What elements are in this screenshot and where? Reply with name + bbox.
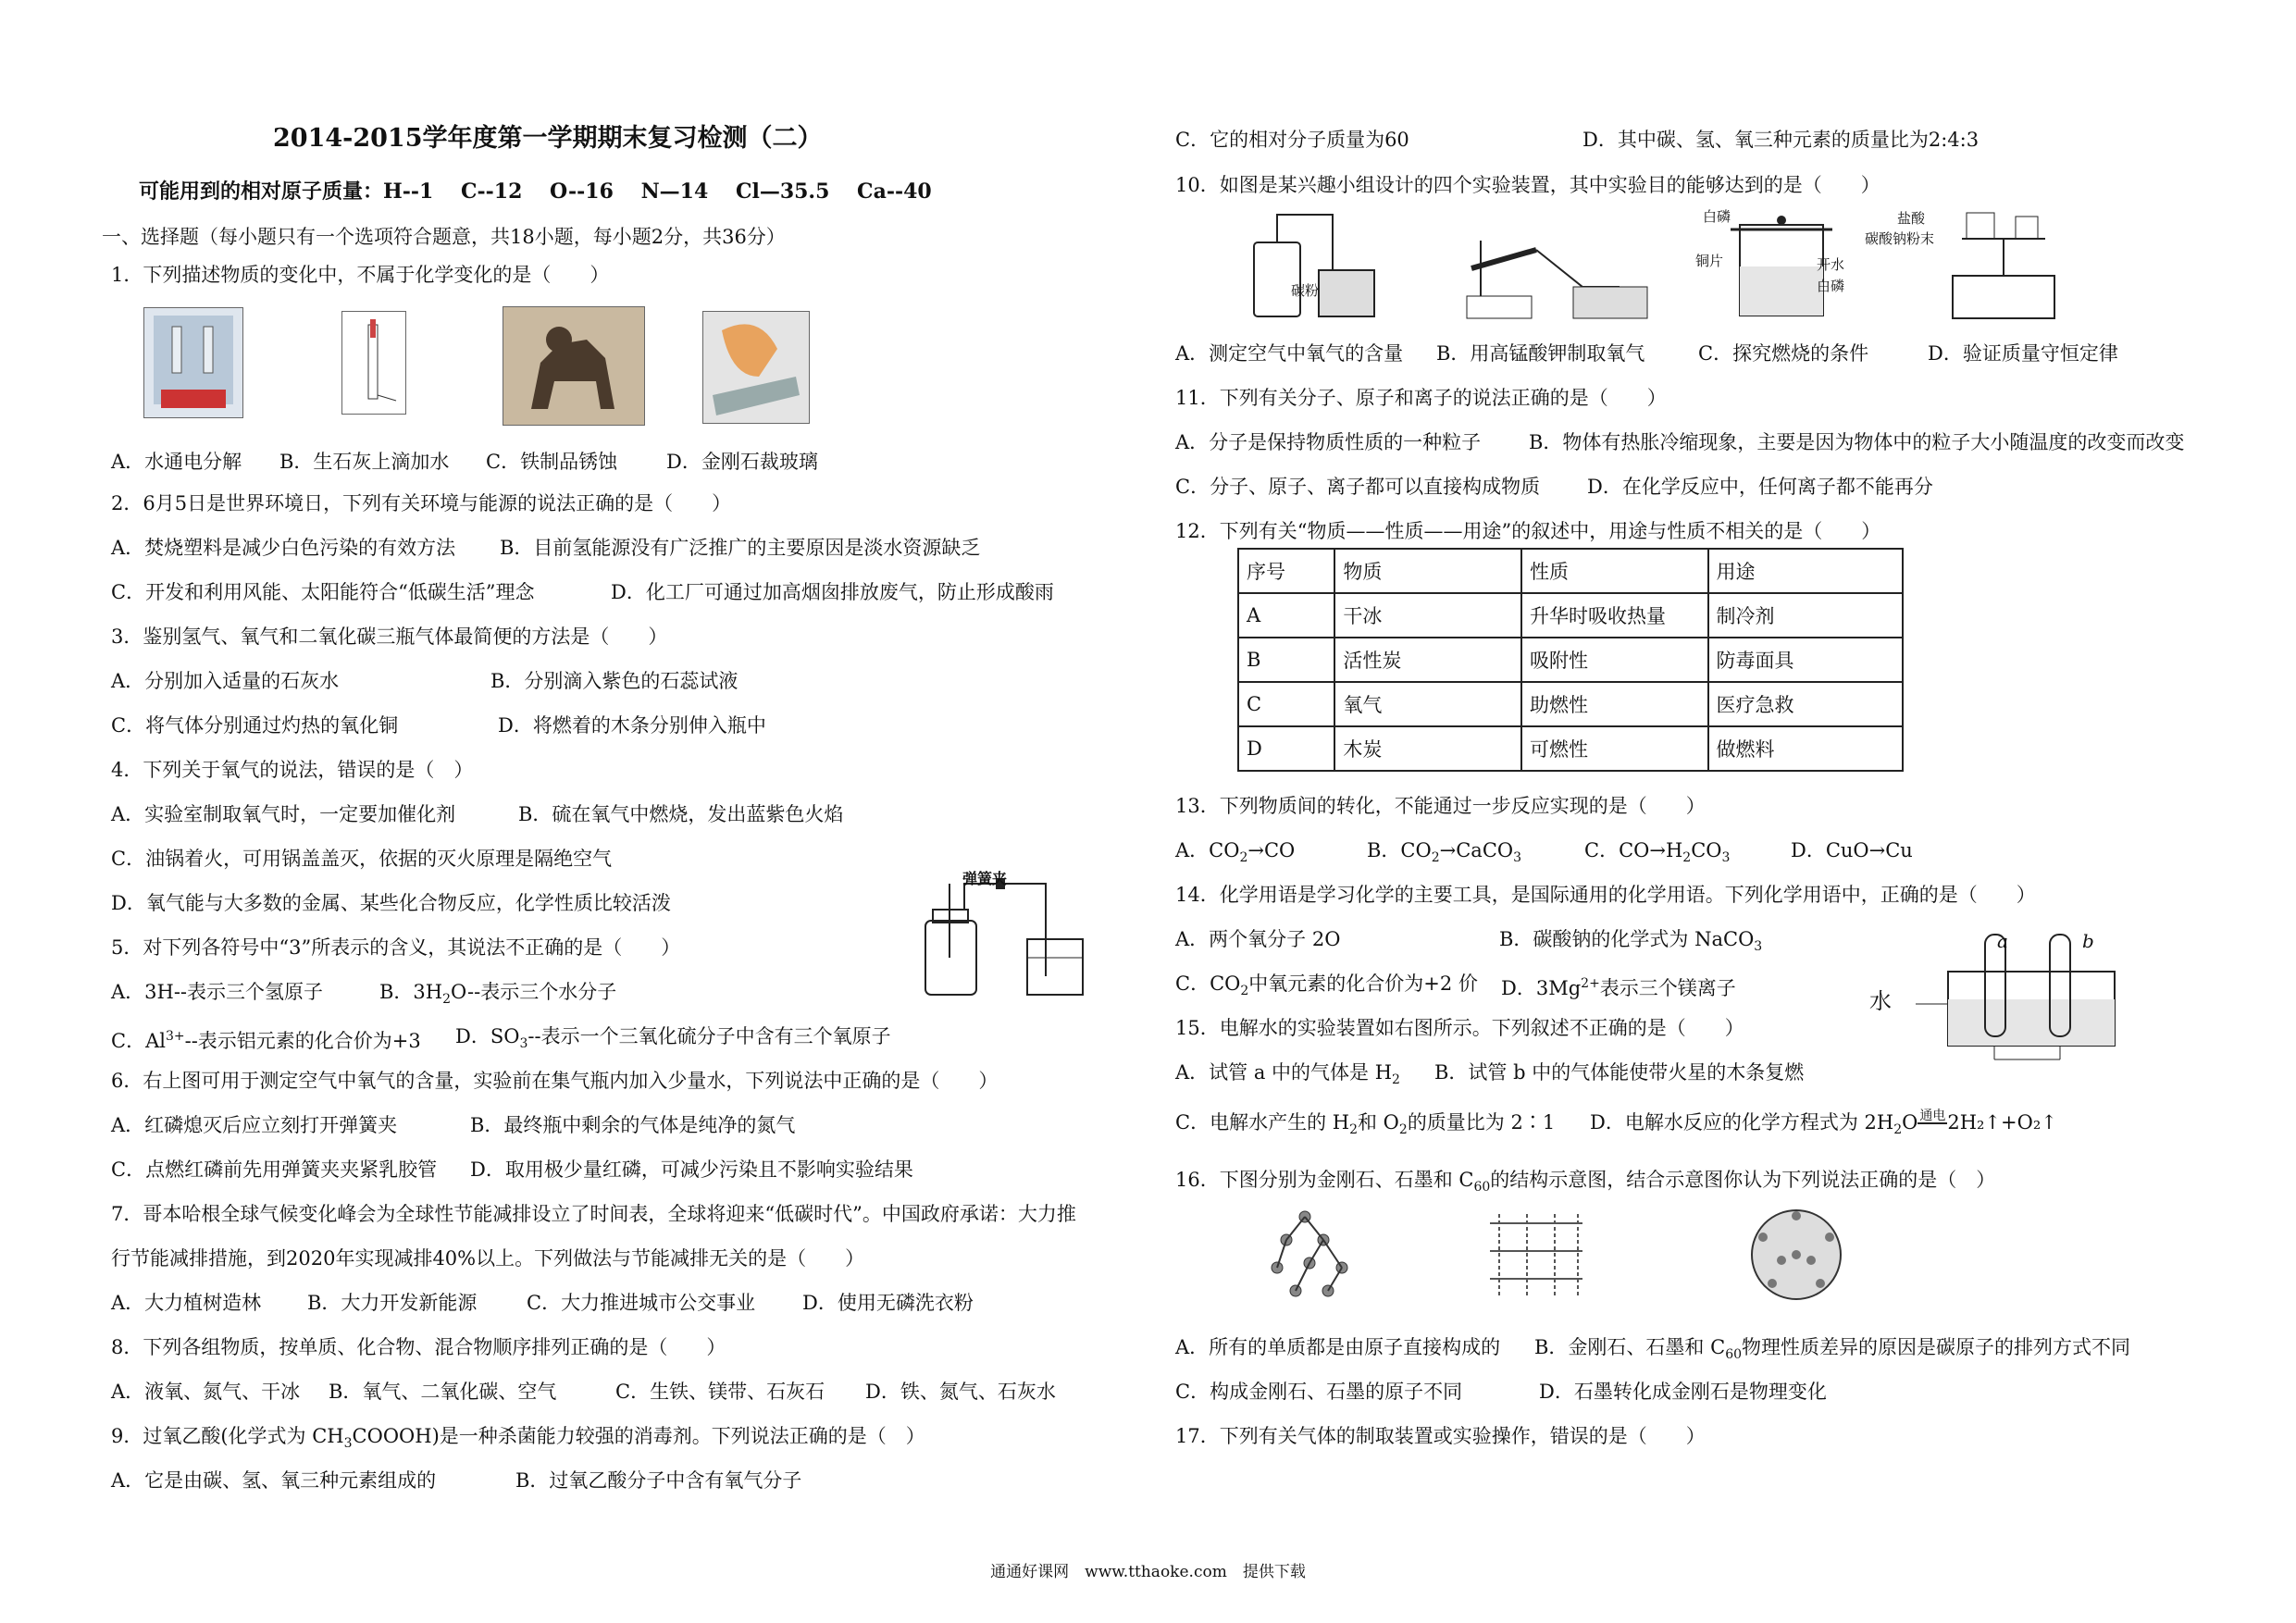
q12-table-cell: 防毒面具 [1708, 638, 1903, 682]
q1-option-b: B．生石灰上滴加水 [279, 451, 450, 473]
q10-label-carbon: 碳粉 [1291, 282, 1320, 299]
q12-table-header-cell: 物质 [1334, 549, 1521, 593]
q12-stem: 12．下列有关“物质——性质——用途”的叙述中，用途与性质不相关的是（ ） [1175, 520, 1881, 542]
q10-label-white-p-top: 白磷 [1703, 208, 1731, 225]
q4-option-d: D．氧气能与大多数的金属、某些化合物反应，化学性质比较活泼 [111, 892, 671, 914]
q6-option-a: A．红磷熄灭后应立刻打开弹簧夹 [111, 1114, 398, 1136]
q12-table-row [1238, 682, 1903, 726]
footer: 通通好课网 www.tthaoke.com 提供下载 [990, 1563, 1306, 1581]
q5-figure-label: 弹簧夹 [962, 870, 1008, 887]
q2-stem: 2．6月5日是世界环境日，下列有关环境与能源的说法正确的是（ ） [111, 492, 732, 514]
q8-option-c: C．生铁、镁带、石灰石 [615, 1381, 825, 1403]
q7-option-b: B．大力开发新能源 [307, 1292, 478, 1314]
q12-table-header-row [1238, 549, 1903, 593]
q15-stem: 15．电解水的实验装置如右图所示。下列叙述不正确的是（ ） [1175, 1017, 1744, 1039]
q12-table-cell: 活性炭 [1334, 638, 1521, 682]
q12-table-row [1238, 638, 1903, 682]
q16-option-c: C．构成金刚石、石墨的原子不同 [1175, 1381, 1463, 1403]
q16-option-d: D．石墨转化成金刚石是物理变化 [1539, 1381, 1827, 1403]
page-title: 2014-2015学年度第一学期期末复习检测（二） [273, 124, 823, 153]
q12-table-cell: 升华时吸收热量 [1521, 593, 1708, 638]
q7-stem-line1: 7．哥本哈根全球气候变化峰会为全球性节能减排设立了时间表，全球将迎来“低碳时代”。中国政府承诺：大力推 [111, 1203, 1076, 1225]
q15-electrolysis-figure [1911, 925, 2133, 1064]
q12-table [1237, 548, 1904, 772]
q12-table-cell: 吸附性 [1521, 638, 1708, 682]
q13-option-c: C．$CO\to H_2CO_3$ [1584, 839, 1731, 866]
q10-label-copper: 铜片 [1695, 253, 1724, 269]
q12-table-cell: A [1238, 593, 1334, 638]
section-heading: 一、选择题（每小题只有一个选项符合题意，共18小题，每小题2分，共36分） [102, 226, 786, 248]
q13-stem: 13．下列物质间的转化，不能通过一步反应实现的是（ ） [1175, 795, 1706, 817]
q14-stem: 14．化学用语是学习化学的主要工具，是国际通用的化学用语。下列化学用语中，正确的是（ ） [1175, 884, 2036, 906]
q12-table-cell: 干冰 [1334, 593, 1521, 638]
q5-stem: 5．对下列各符号中“3”所表示的含义，其说法不正确的是（ ） [111, 936, 681, 959]
q10-stem: 10．如图是某兴趣小组设计的四个实验装置，其中实验目的能够达到的是（ ） [1175, 174, 1880, 196]
q15-option-a: A．试管 a 中的气体是 $H_2$ [1175, 1061, 1400, 1088]
q16-option-b: B．金刚石、石墨和 $C_{60}$物理性质差异的原因是碳原子的排列方式不同 [1534, 1336, 2131, 1363]
q12-table-header-cell: 用途 [1708, 549, 1903, 593]
q16-graphite-structure [1481, 1205, 1592, 1305]
q5-option-b: B．$3H_2O--$表示三个水分子 [379, 981, 617, 1008]
q15-label-b: b [2082, 930, 2094, 952]
q14-option-b: B．碳酸钠的化学式为 NaCO$_3$ [1499, 928, 1763, 955]
q3-option-b: B．分别滴入紫色的石蕊试液 [490, 670, 738, 692]
q10-label-hcl: 盐酸 [1897, 210, 1926, 227]
q1-image-cutting-glass [702, 311, 810, 424]
q5-option-d: D．$SO_3--$表示一个三氧化硫分子中含有三个氧原子 [455, 1025, 891, 1052]
q12-table-header-cell: 序号 [1238, 549, 1334, 593]
q10-label-na2co3: 碳酸钠粉末 [1865, 230, 1935, 247]
q11-option-c: C．分子、原子、离子都可以直接构成物质 [1175, 476, 1541, 498]
q12-table-header-cell: 性质 [1521, 549, 1708, 593]
q8-option-d: D．铁、氮气、石灰水 [865, 1381, 1056, 1403]
q3-option-c: C．将气体分别通过灼热的氧化铜 [111, 714, 399, 737]
q1-image-iron-statue [503, 306, 645, 426]
q12-table-cell: B [1238, 638, 1334, 682]
q9-stem: 9．过氧乙酸(化学式为 $CH_3COOOH$)是一种杀菌能力较强的消毒剂。下列说法正确的是（ ） [111, 1425, 925, 1452]
q16-option-a: A．所有的单质都是由原子直接构成的 [1175, 1336, 1501, 1358]
q7-stem-line2: 行节能减排措施，到2020年实现减排40%以上。下列做法与节能减排无关的是（ ） [111, 1247, 865, 1270]
q11-option-b: B．物体有热胀冷缩现象，主要是因为物体中的粒子大小随温度的改变而改变 [1529, 431, 2185, 453]
q17-stem: 17．下列有关气体的制取装置或实验操作，错误的是（ ） [1175, 1425, 1706, 1447]
q15-option-b: B．试管 b 中的气体能使带火星的木条复燃 [1434, 1061, 1805, 1084]
q6-stem: 6．右上图可用于测定空气中氧气的含量，实验前在集气瓶内加入少量水，下列说法中正确的是（ ） [111, 1070, 999, 1092]
q10-figure-d [1934, 202, 2073, 322]
q15-label-water: 水 [1869, 988, 1892, 1014]
q9-option-c: C．它的相对分子质量为60 [1175, 129, 1409, 151]
q6-option-c: C．点燃红磷前先用弹簧夹夹紧乳胶管 [111, 1158, 438, 1181]
q4-option-b: B．硫在氧气中燃烧，发出蓝紫色火焰 [518, 803, 844, 825]
q12-table-cell: 医疗急救 [1708, 682, 1903, 726]
q5-option-a: A．3H--表示三个氢原子 [111, 981, 324, 1003]
q7-option-c: C．大力推进城市公交事业 [527, 1292, 756, 1314]
q12-table-cell: D [1238, 726, 1334, 771]
q1-image-electrolysis [143, 307, 243, 418]
q7-option-d: D．使用无磷洗衣粉 [802, 1292, 974, 1314]
q10-option-b: B．用高锰酸钾制取氧气 [1436, 342, 1645, 365]
q1-option-a: A．水通电分解 [111, 451, 242, 473]
q8-stem: 8．下列各组物质，按单质、化合物、混合物顺序排列正确的是（ ） [111, 1336, 726, 1358]
q10-option-c: C．探究燃烧的条件 [1698, 342, 1869, 365]
q9-option-a: A．它是由碳、氢、氧三种元素组成的 [111, 1469, 437, 1492]
q7-option-a: A．大力植树造林 [111, 1292, 262, 1314]
q16-diamond-structure [1259, 1203, 1365, 1305]
q8-option-b: B．氧气、二氧化碳、空气 [329, 1381, 557, 1403]
q11-option-a: A．分子是保持物质性质的一种粒子 [1175, 431, 1482, 453]
q15-label-a: a [1997, 930, 2008, 952]
q2-option-c: C．开发和利用风能、太阳能符合“低碳生活”理念 [111, 581, 535, 603]
q13-option-d: D．CuO→Cu [1791, 839, 1913, 861]
q10-figure-b [1462, 213, 1652, 322]
q15-option-c: C．电解水产生的 $H_2$和 $O_2$的质量比为 2∶1 [1175, 1111, 1556, 1138]
q14-option-a: A．两个氧分子 2O [1175, 928, 1341, 950]
q12-table-cell: 木炭 [1334, 726, 1521, 771]
q2-option-d: D．化工厂可通过加高烟囱排放废气，防止形成酸雨 [611, 581, 1054, 603]
q9-option-b: B．过氧乙酸分子中含有氧气分子 [515, 1469, 802, 1492]
q10-label-hot-water: 开水 [1817, 256, 1845, 273]
q14-option-d: D．$3Mg^{2+}$表示三个镁离子 [1501, 976, 1736, 999]
q12-table-row [1238, 593, 1903, 638]
q1-option-d: D．金刚石裁玻璃 [666, 451, 818, 473]
q4-stem: 4．下列关于氧气的说法，错误的是（ ） [111, 759, 474, 781]
q11-option-d: D．在化学反应中，任何离子都不能再分 [1587, 476, 1933, 498]
q13-option-a: A．$CO_2\to CO$ [1175, 839, 1296, 866]
q3-option-d: D．将燃着的木条分别伸入瓶中 [498, 714, 766, 737]
q2-option-a: A．焚烧塑料是减少白色污染的有效方法 [111, 537, 456, 559]
q6-option-d: D．取用极少量红磷，可减少污染且不影响实验结果 [470, 1158, 913, 1181]
q9-option-d: D．其中碳、氢、氧三种元素的质量比为2:4:3 [1582, 129, 1980, 151]
q12-table-row [1238, 726, 1903, 771]
q10-option-a: A．测定空气中氧气的含量 [1175, 342, 1404, 365]
q6-option-b: B．最终瓶中剩余的气体是纯净的氮气 [470, 1114, 796, 1136]
q12-table-cell: 助燃性 [1521, 682, 1708, 726]
q8-option-a: A．液氧、氮气、干冰 [111, 1381, 301, 1403]
q10-option-d: D．验证质量守恒定律 [1928, 342, 2118, 365]
q4-option-c: C．油锅着火，可用锅盖盖灭，依据的灭火原理是隔绝空气 [111, 848, 613, 870]
q11-stem: 11．下列有关分子、原子和离子的说法正确的是（ ） [1175, 387, 1667, 409]
q16-c60-structure [1744, 1205, 1848, 1305]
q3-stem: 3．鉴别氢气、氧气和二氧化碳三瓶气体最简便的方法是（ ） [111, 626, 668, 648]
q4-option-a: A．实验室制取氧气时，一定要加催化剂 [111, 803, 456, 825]
q5-option-c: C．$Al^{3+}--$表示铝元素的化合价为+3 [111, 1029, 421, 1052]
q10-label-white-p-bottom: 白磷 [1817, 278, 1845, 294]
q1-option-c: C．铁制品锈蚀 [486, 451, 618, 473]
q2-option-b: B．目前氢能源没有广泛推广的主要原因是淡水资源缺乏 [500, 537, 981, 559]
q14-option-c: C．$CO_2$中氧元素的化合价为+2 价 [1175, 973, 1478, 999]
atomic-masses: 可能用到的相对原子质量：H--1 C--12 O--16 N—14 Cl—35.5 Ca--40 [139, 180, 932, 204]
q12-table-cell: 做燃料 [1708, 726, 1903, 771]
q15-option-d: D．电解水反应的化学方程式为 $2H_2O$ 通电2H₂↑+O₂↑ [1590, 1109, 2057, 1138]
q13-option-b: B．$CO_2\to CaCO_3$ [1367, 839, 1522, 866]
q1-stem: 1．下列描述物质的变化中，不属于化学变化的是（ ） [111, 264, 610, 286]
q12-table-cell: 氧气 [1334, 682, 1521, 726]
q12-table-cell: C [1238, 682, 1334, 726]
q3-option-a: A．分别加入适量的石灰水 [111, 670, 340, 692]
q12-table-cell: 可燃性 [1521, 726, 1708, 771]
q1-image-test-tube [341, 311, 406, 415]
q12-table-cell: 制冷剂 [1708, 593, 1903, 638]
q16-stem: 16．下图分别为金刚石、石墨和 $C_{60}$的结构示意图，结合示意图你认为下列说法正确的是（ ） [1175, 1169, 1996, 1196]
